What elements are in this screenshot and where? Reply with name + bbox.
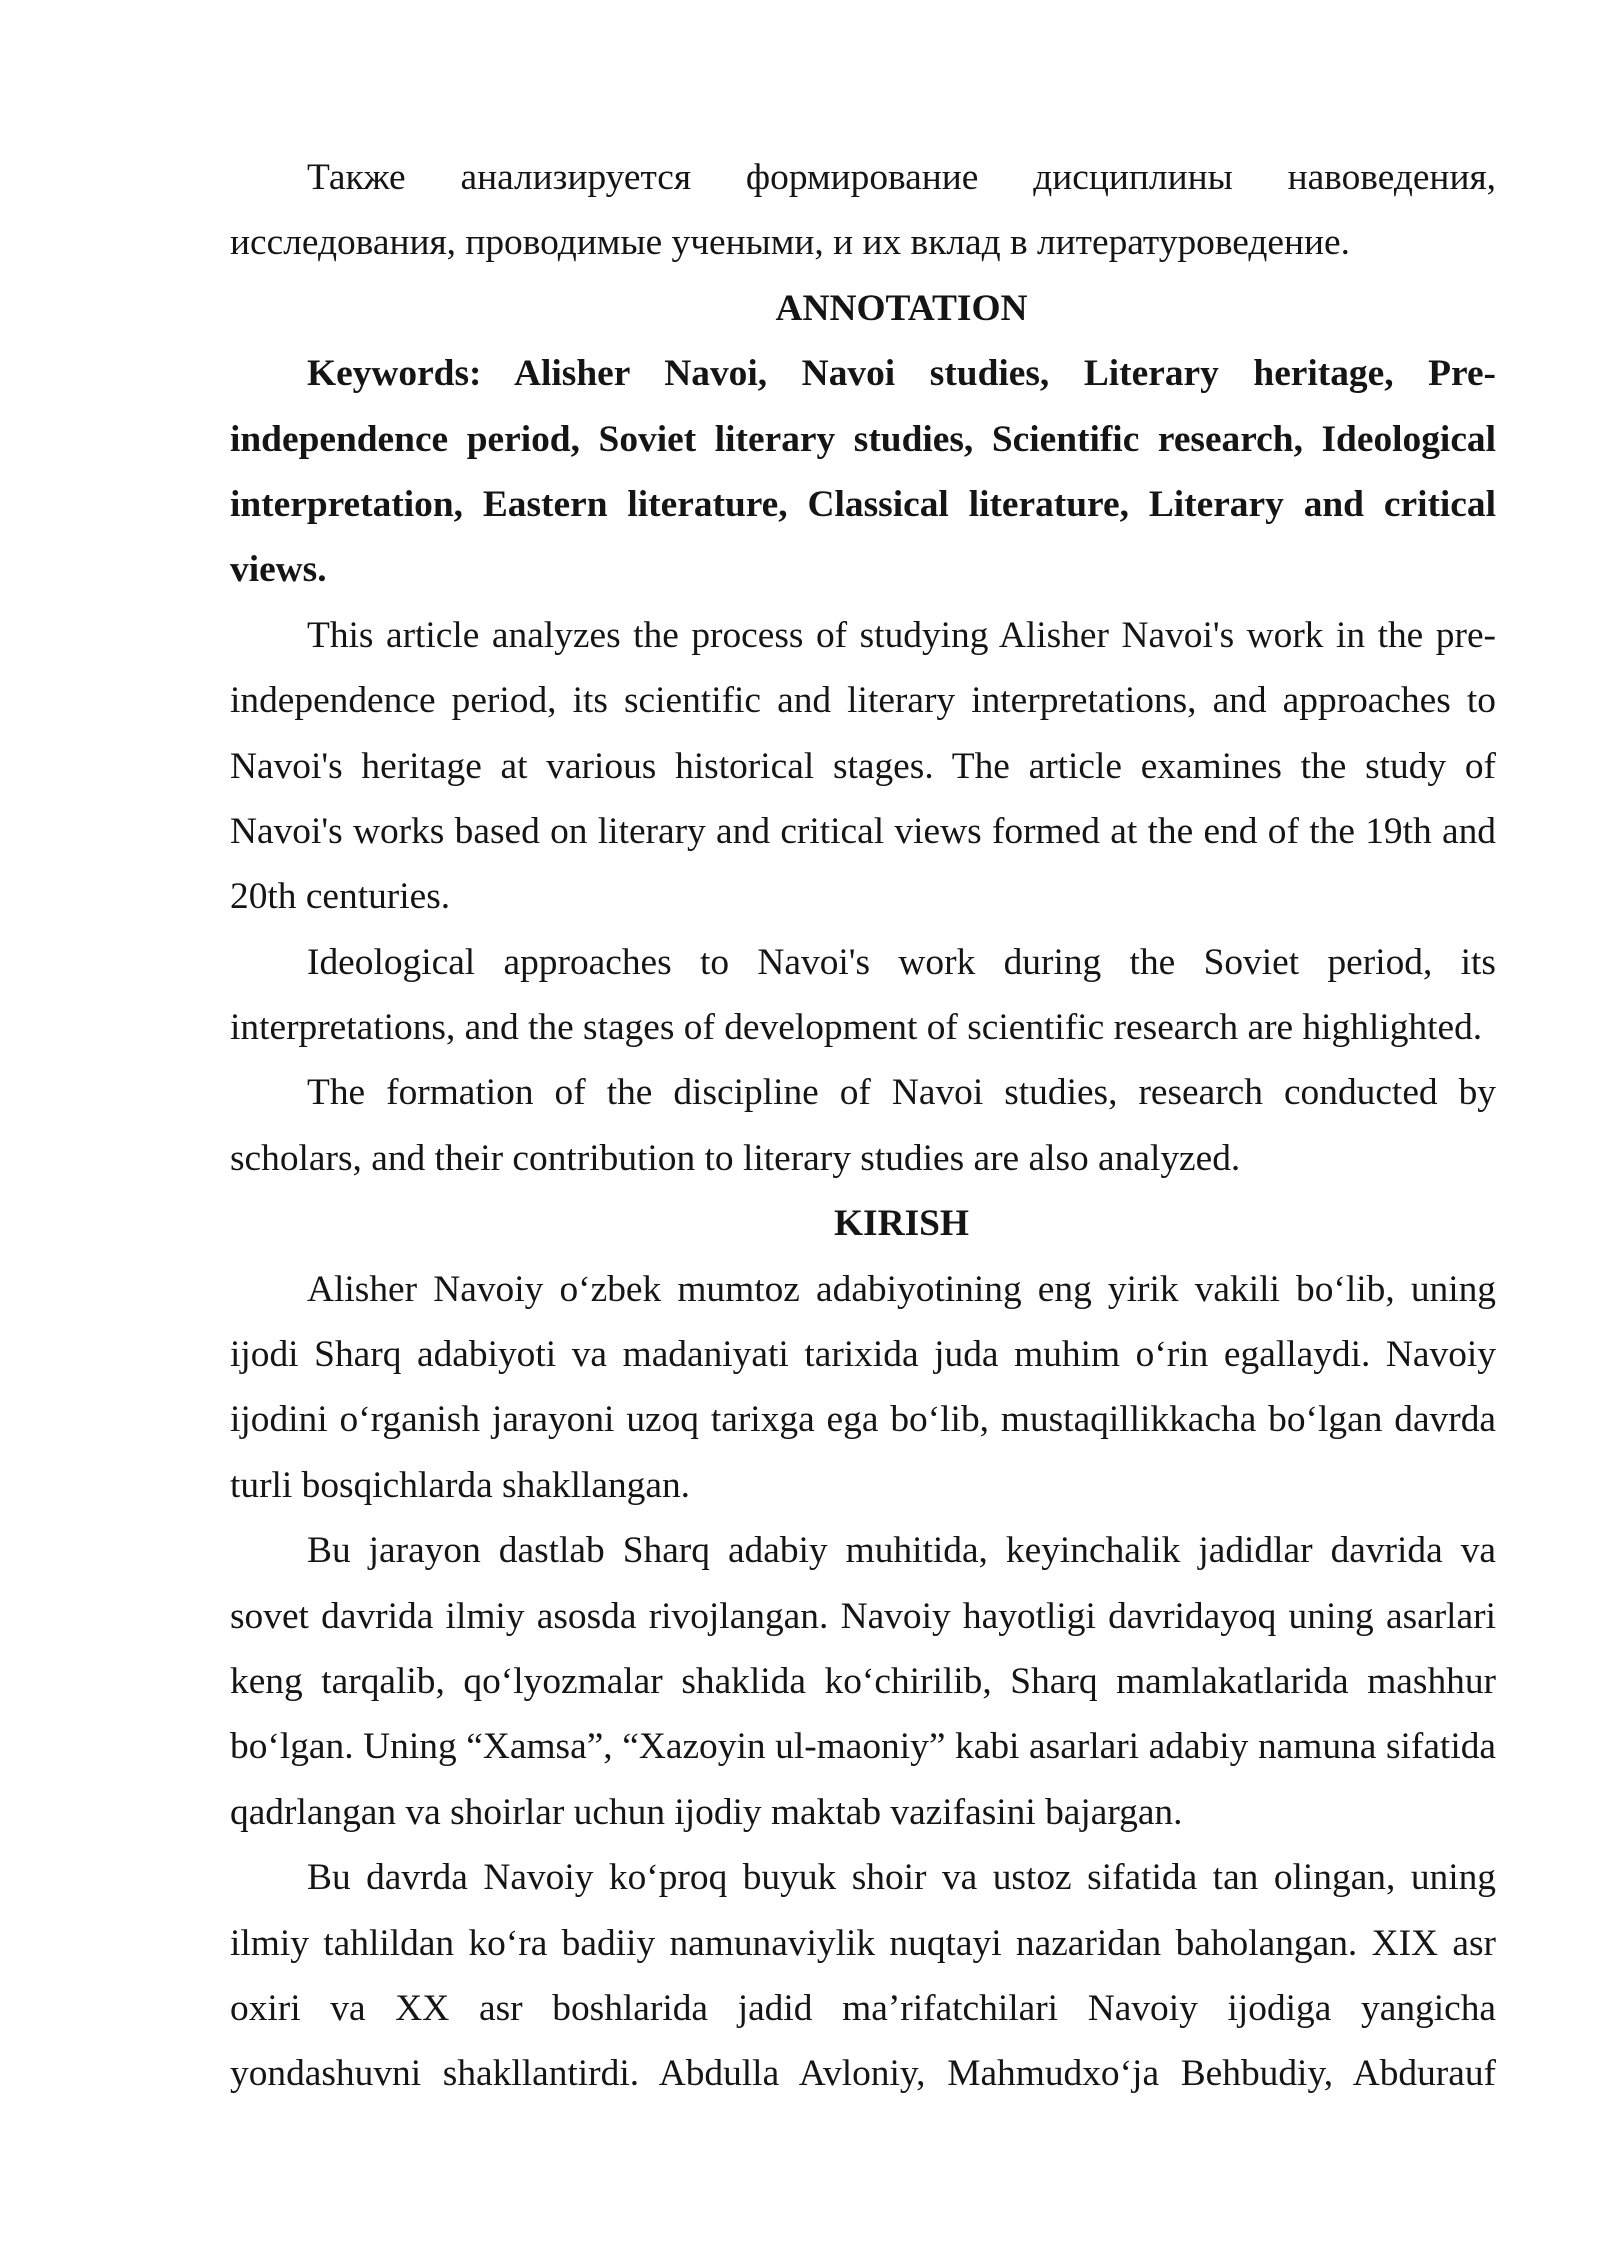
paragraph-line: sovet davrida ilmiy asosda rivojlangan. Navoiy hayotligi davridayoq uning asarlari — [230, 1595, 1496, 1637]
paragraph-line: ilmiy tahlildan ko‘ra badiiy namunaviylik nuqtayi nazaridan baholangan. XIX asr — [230, 1922, 1496, 1964]
paragraph-line: Bu jarayon dastlab Sharq adabiy muhitida, keyinchalik jadidlar davrida va — [307, 1530, 1496, 1572]
paragraph-line: 20th centuries. — [230, 876, 451, 918]
paragraph-line: ijodi Sharq adabiyoti va madaniyati tarixida juda muhim o‘rin egallaydi. Navoiy — [230, 1334, 1496, 1376]
annotation-paragraph — [230, 1060, 1496, 1191]
paragraph-line: Ideological approaches to Navoi's work during the Soviet period, its — [307, 941, 1496, 983]
paragraph-line: Alisher Navoiy o‘zbek mumtoz adabiyotining eng yirik vakili bo‘lib, uning — [307, 1268, 1496, 1310]
paragraph-line: исследования, проводимые учеными, и их вклад в литературоведение. — [230, 222, 1350, 264]
annotation-paragraph — [230, 603, 1496, 930]
russian-summary-paragraph — [230, 145, 1496, 276]
paragraph-line: keng tarqalib, qo‘lyozmalar shaklida ko‘chirilib, Sharq mamlakatlarida mashhur — [230, 1660, 1496, 1702]
paragraph-line: ijodini o‘rganish jarayoni uzoq tarixga ega bo‘lib, mustaqillikkacha bo‘lgan davrda — [230, 1399, 1496, 1441]
paragraph-line: interpretations, and the stages of development of scientific research are highlighted. — [230, 1007, 1483, 1049]
keywords-line: views. — [230, 549, 327, 591]
keywords-paragraph — [230, 341, 1496, 603]
paragraph-line: oxiri va XX asr boshlarida jadid ma’rifatchilari Navoiy ijodiga yangicha — [230, 1987, 1496, 2029]
paragraph-line: independence period, its scientific and literary interpretations, and approaches to — [230, 680, 1496, 722]
paragraph-line: turli bosqichlarda shakllangan. — [230, 1464, 690, 1506]
page-body — [230, 145, 1496, 2107]
paragraph-line: This article analyzes the process of studying Alisher Navoi's work in the pre- — [307, 614, 1496, 656]
paragraph-line: Bu davrda Navoiy ko‘proq buyuk shoir va ustoz sifatida tan olingan, uning — [307, 1857, 1496, 1899]
paragraph-line: bo‘lgan. Uning “Xamsa”, “Xazoyin ul-maoniy” kabi asarlari adabiy namuna sifatida — [230, 1726, 1496, 1768]
paragraph-line: qadrlangan va shoirlar uchun ijodiy maktab vazifasini bajargan. — [230, 1791, 1183, 1833]
paragraph-line: The formation of the discipline of Navoi studies, research conducted by — [307, 1072, 1496, 1114]
keywords-line: independence period, Soviet literary studies, Scientific research, Ideological — [230, 418, 1496, 460]
introduction-paragraph — [230, 1257, 1496, 1519]
kirish-heading: KIRISH — [833, 1203, 970, 1245]
annotation-heading: ANNOTATION — [775, 287, 1028, 329]
introduction-paragraph — [230, 1518, 1496, 1845]
paragraph-line: Navoi's heritage at various historical stages. The article examines the study of — [230, 745, 1496, 787]
paragraph-line: Также анализируется формирование дисциплины навоведения, — [307, 157, 1496, 198]
introduction-paragraph — [230, 1845, 1496, 2107]
keywords-line: interpretation, Eastern literature, Classical literature, Literary and critical — [230, 483, 1496, 525]
paragraph-line: scholars, and their contribution to literary studies are also analyzed. — [230, 1137, 1241, 1179]
keywords-line: Keywords: Alisher Navoi, Navoi studies, Literary heritage, Pre- — [307, 353, 1496, 395]
annotation-paragraph — [230, 930, 1496, 1061]
paragraph-line: Navoi's works based on literary and critical views formed at the end of the 19th and — [230, 810, 1496, 852]
paragraph-line: yondashuvni shakllantirdi. Abdulla Avloniy, Mahmudxo‘ja Behbudiy, Abdurauf — [230, 2053, 1496, 2095]
